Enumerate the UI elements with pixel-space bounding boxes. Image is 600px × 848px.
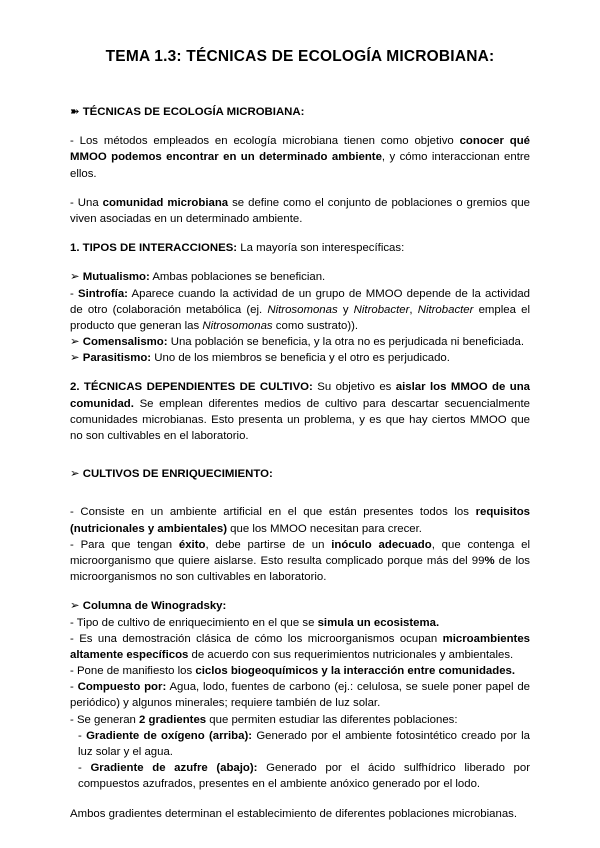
- section-heading-tecnicas: ➽ TÉCNICAS DE ECOLOGÍA MICROBIANA:: [70, 106, 305, 118]
- heading-columna-winogradsky: ➢ Columna de Winogradsky:: [70, 600, 227, 613]
- para-compuesto-por: - Compuesto por: Agua, lodo, fuentes de carbono (ej.: celulosa, se suele poner papel de periódico) y algunos minerales; requiere también de luz solar.: [70, 681, 531, 710]
- heading-tecnicas-dependientes-cultivo: 2. TÉCNICAS DEPENDIENTES DE CULTIVO: Su objetivo es aislar los MMOO de una comunidad. Se emplean diferentes medios de cultivo para descartar secuencialmente comunidades microbianas. Esto presenta un problema, y es que hay ciertos MMOO que no son cultivables en el laboratorio.: [70, 381, 530, 442]
- item-mutualismo: ➢ Mutualismo: Ambas poblaciones se benefician.: [70, 271, 326, 284]
- item-sintrofia: - Sintrofía: Aparece cuando la actividad de un grupo de MMOO depende de la actividad de otro (colaboración metabólica (ej. Nitrosomonas y Nitrobacter, Nitrobacter emplea el producto que generan las Nitrosomonas como sustrato)).: [70, 287, 530, 332]
- para-comunidad-microbiana: - Una comunidad microbiana se define como el conjunto de poblaciones o gremios que viven asociadas en un determinado ambiente.: [70, 196, 530, 225]
- para-microambientes: - Es una demostración clásica de cómo los microorganismos ocupan microambientes altamente específicos de acuerdo con sus requerimientos nutricionales y ambientales.: [70, 632, 530, 661]
- item-comensalismo: ➢ Comensalismo: Una población se beneficia, y la otra no es perjudicada ni beneficiada.: [70, 336, 525, 349]
- item-parasitismo: ➢ Parasitismo: Uno de los miembros se beneficia y el otro es perjudicado.: [70, 352, 450, 365]
- para-inoculo-adecuado: - Para que tengan éxito, debe partirse de un inóculo adecuado, que contenga el microorganismo que quiere aislarse. Esto resulta complicado porque más del 99% de los microorganismos no son cultivables en laboratorio.: [70, 538, 531, 584]
- para-simula-ecosistema: - Tipo de cultivo de enriquecimiento en el que se simula un ecosistema.: [70, 616, 440, 629]
- item-gradiente-oxigeno: - Gradiente de oxígeno (arriba): Generado por el ambiente fotosintético creado por la luz solar y el agua.: [78, 729, 530, 758]
- para-dos-gradientes: - Se generan 2 gradientes que permiten estudiar las diferentes poblaciones:: [70, 713, 458, 726]
- para-consiste-ambiente: - Consiste en un ambiente artificial en el que están presentes todos los requisitos (nutricionales y ambientales) que los MMOO necesitan para crecer.: [70, 506, 530, 535]
- doc-title: TEMA 1.3: TÉCNICAS DE ECOLOGÍA MICROBIANA:: [105, 48, 495, 65]
- item-gradiente-azufre: - Gradiente de azufre (abajo): Generado por el ácido sulfhídrico liberado por compuestos azufrados, presentes en el ambiente anóxico generado por el lodo.: [78, 762, 531, 791]
- heading-tipos-interacciones: 1. TIPOS DE INTERACCIONES: La mayoría son interespecíficas:: [70, 242, 405, 255]
- para-ciclos-biogeoquimicos: - Pone de manifiesto los ciclos biogeoquímicos y la interacción entre comunidades.: [70, 665, 516, 678]
- para-conclusion-gradientes: Ambos gradientes determinan el establecimiento de diferentes poblaciones microbianas.: [70, 807, 518, 820]
- para-metodos-objetivo: - Los métodos empleados en ecología microbiana tienen como objetivo conocer qué MMOO podemos encontrar en un determinado ambiente, y cómo interaccionan entre ellos.: [70, 135, 531, 180]
- heading-cultivos-enriquecimiento: ➢ CULTIVOS DE ENRIQUECIMIENTO:: [70, 468, 273, 481]
